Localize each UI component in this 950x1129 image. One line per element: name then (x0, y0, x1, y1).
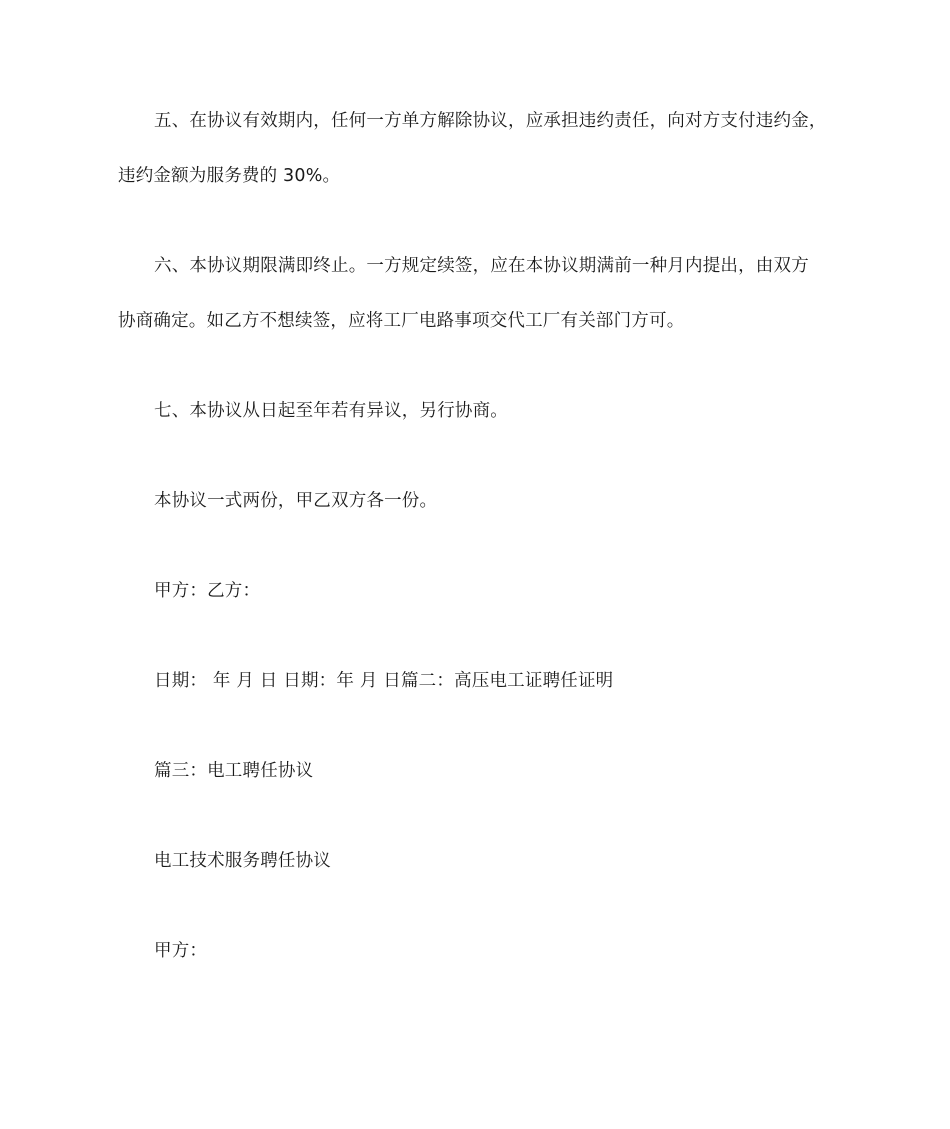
clause-5-line-2: 违约金额为服务费的 30%。 (118, 166, 341, 186)
parties-line: 甲方：乙方： (154, 581, 261, 601)
party-a-label: 甲方： (154, 941, 208, 961)
clause-6-line-1: 六、本协议期限满即终止。一方规定续签，应在本协议期满前一种月内提出，由双方 (154, 256, 809, 276)
section-3-title: 篇三：电工聘任协议 (154, 761, 314, 781)
dates-line: 日期： 年 月 日 日期：年 月 日篇二：高压电工证聘任证明 (154, 671, 614, 691)
clause-5 (118, 94, 850, 204)
clause-6 (118, 239, 850, 349)
agreement-title: 电工技术服务聘任协议 (154, 851, 331, 871)
copies-statement: 本协议一式两份，甲乙双方各一份。 (154, 491, 438, 511)
clause-7: 七、本协议从日起至年若有异议，另行协商。 (154, 401, 508, 421)
clause-5-line-1: 五、在协议有效期内，任何一方单方解除协议，应承担违约责任，向对方支付违约金， (154, 111, 827, 131)
clause-6-line-2: 协商确定。如乙方不想续签，应将工厂电路事项交代工厂有关部门方可。 (118, 311, 685, 331)
